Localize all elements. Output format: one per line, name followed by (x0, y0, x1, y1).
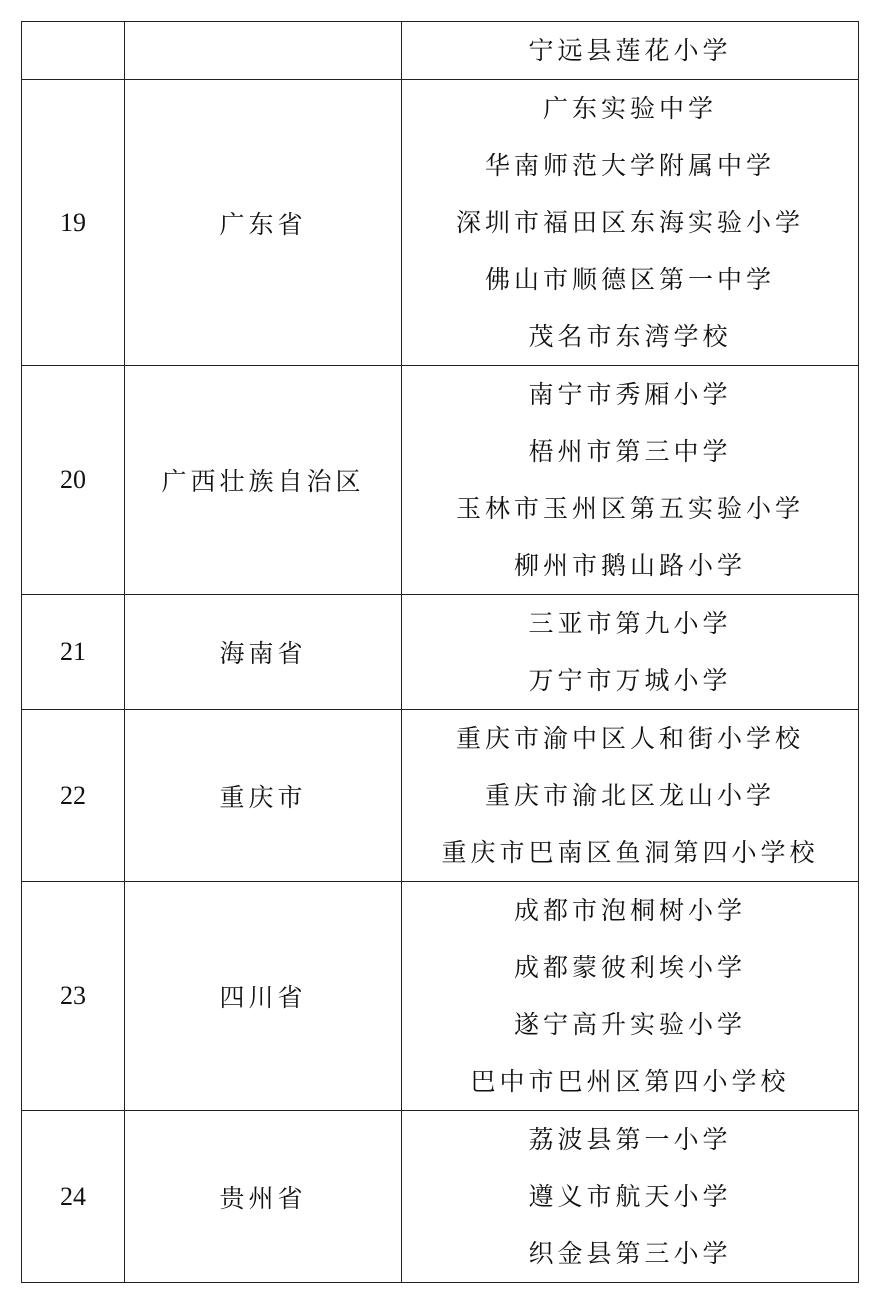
row-number: 23 (22, 882, 125, 1111)
table-row (22, 366, 859, 595)
school-list (402, 22, 859, 80)
school-name: 南宁市秀厢小学 (528, 380, 732, 409)
school-name: 广东实验中学 (542, 94, 717, 123)
row-number: 22 (22, 710, 125, 882)
school-name: 华南师范大学附属中学 (484, 151, 775, 180)
school-name: 梧州市第三中学 (528, 437, 732, 466)
school-name: 玉林市玉州区第五实验小学 (455, 494, 804, 523)
school-list (402, 366, 859, 595)
table-row (22, 710, 859, 882)
school-name: 宁远县莲花小学 (528, 36, 732, 65)
table-row (22, 80, 859, 366)
table-row (22, 1111, 859, 1283)
table-body (22, 22, 859, 1283)
region-name: 广东省 (125, 80, 402, 366)
school-name: 荔波县第一小学 (528, 1125, 732, 1154)
region-name: 四川省 (125, 882, 402, 1111)
region-name: 广西壮族自治区 (125, 366, 402, 595)
school-name: 三亚市第九小学 (528, 609, 732, 638)
school-list (402, 1111, 859, 1283)
school-name: 重庆市巴南区鱼洞第四小学校 (441, 838, 819, 867)
schools-table (21, 21, 859, 1283)
school-list (402, 80, 859, 366)
school-name: 重庆市渝中区人和街小学校 (455, 724, 804, 753)
school-name: 重庆市渝北区龙山小学 (484, 781, 775, 810)
school-name: 遵义市航天小学 (528, 1182, 732, 1211)
school-list (402, 882, 859, 1111)
table-row (22, 882, 859, 1111)
row-number: 20 (22, 366, 125, 595)
region-name: 海南省 (125, 595, 402, 710)
school-name: 巴中市巴州区第四小学校 (470, 1067, 790, 1096)
school-list (402, 595, 859, 710)
region-name (125, 22, 402, 80)
school-name: 佛山市顺德区第一中学 (484, 265, 775, 294)
school-list (402, 710, 859, 882)
table-row (22, 595, 859, 710)
school-name: 深圳市福田区东海实验小学 (455, 208, 804, 237)
region-name: 贵州省 (125, 1111, 402, 1283)
row-number: 19 (22, 80, 125, 366)
school-name: 成都蒙彼利埃小学 (513, 953, 746, 982)
region-name: 重庆市 (125, 710, 402, 882)
school-name: 柳州市鹅山路小学 (513, 551, 746, 580)
row-number: 24 (22, 1111, 125, 1283)
row-number (22, 22, 125, 80)
school-name: 成都市泡桐树小学 (513, 896, 746, 925)
school-name: 茂名市东湾学校 (528, 322, 732, 351)
school-name: 遂宁高升实验小学 (513, 1010, 746, 1039)
row-number: 21 (22, 595, 125, 710)
school-name: 万宁市万城小学 (528, 666, 732, 695)
school-name: 织金县第三小学 (528, 1239, 732, 1268)
table-row (22, 22, 859, 80)
